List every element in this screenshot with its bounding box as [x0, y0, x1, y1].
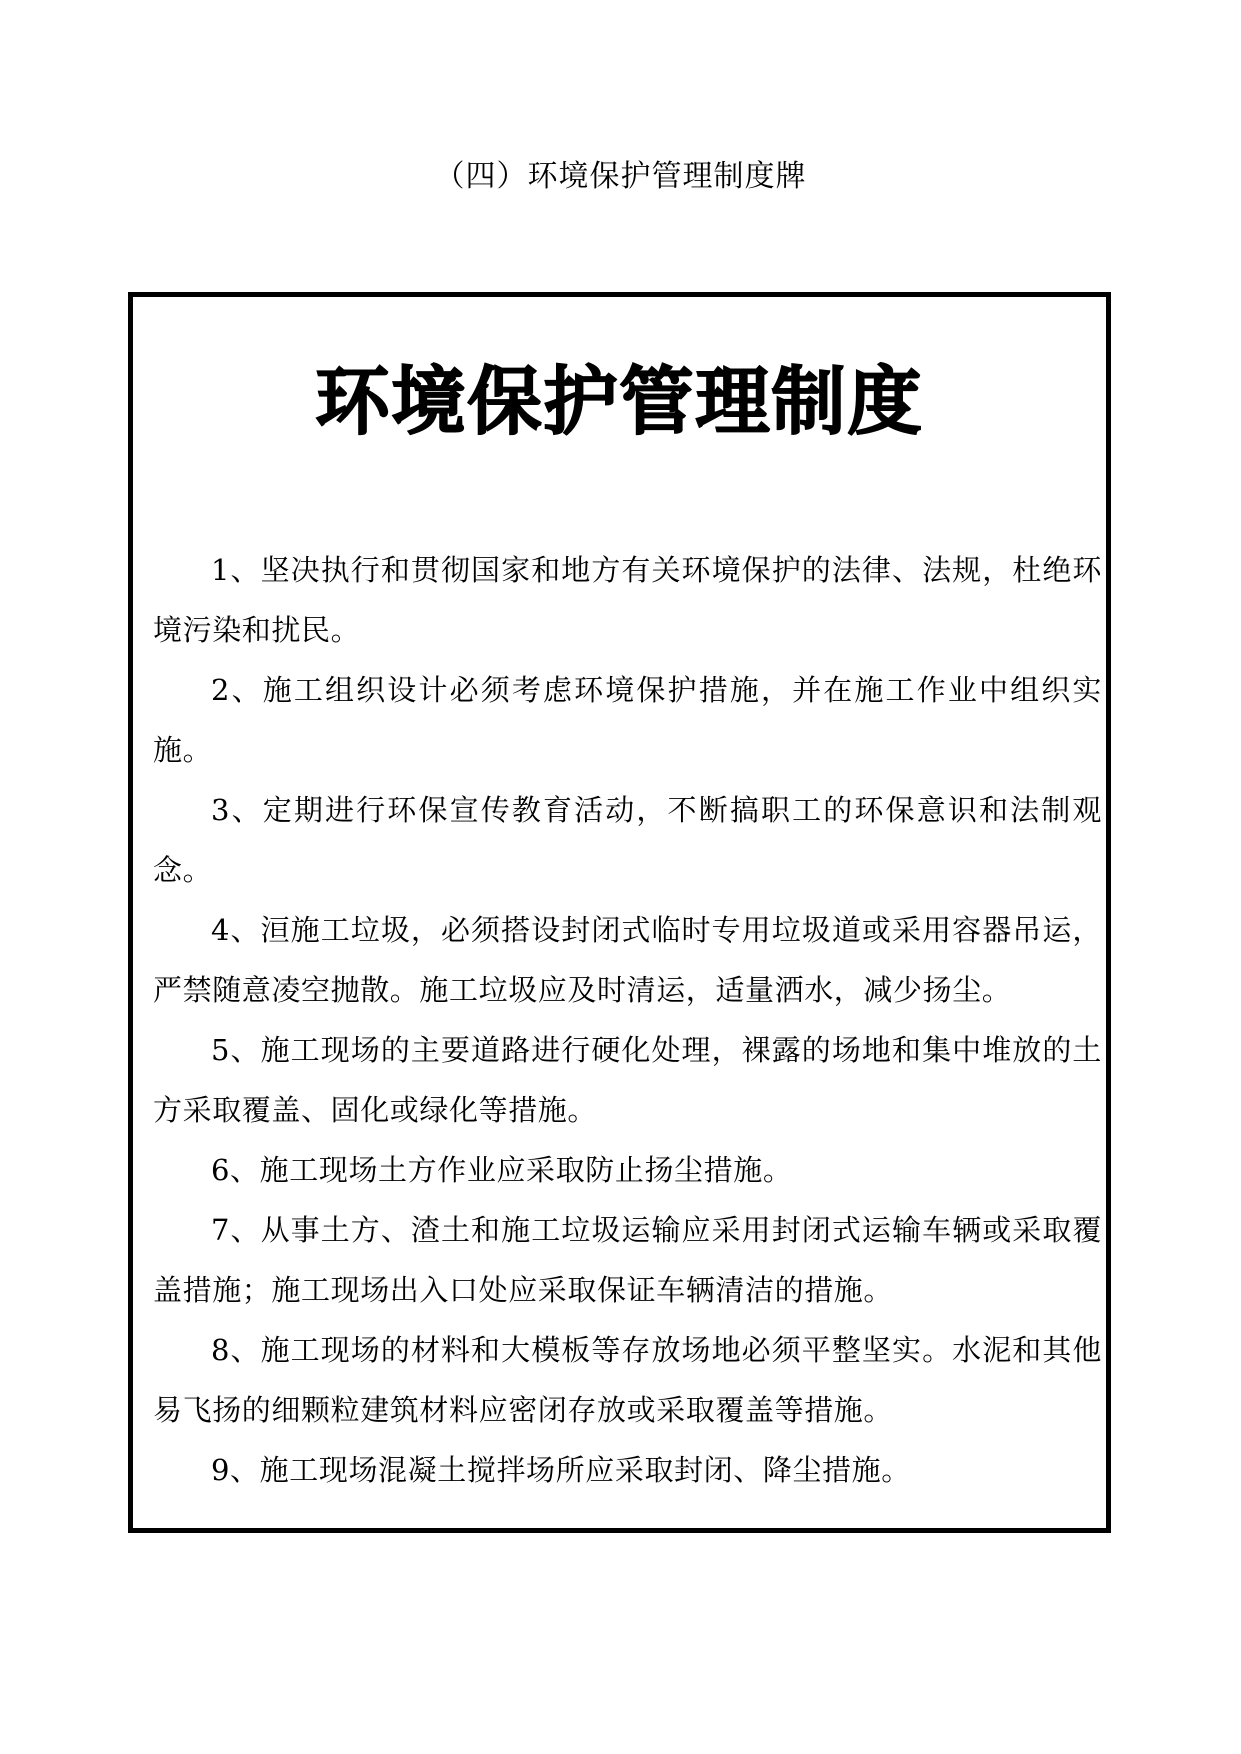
board-title: 环境保护管理制度 [315, 359, 924, 445]
rule-item: 7、从事土方、渣土和施工垃圾运输应采用封闭式运输车辆或采取覆盖措施；施工现场出入口处应采取保证车辆清洁的措施。 [153, 1213, 1102, 1307]
rule-item: 4、洹施工垃圾，必须搭设封闭式临时专用垃圾道或采用容器吊运，严禁随意凌空抛散。施工垃圾应及时清运，适量洒水，减少扬尘。 [153, 913, 1102, 1007]
regulation-board [128, 292, 1111, 1533]
rule-item: 8、施工现场的材料和大模板等存放场地必须平整坚实。水泥和其他易飞扬的细颗粒建筑材料应密闭存放或采取覆盖等措施。 [153, 1333, 1102, 1427]
rule-item: 1、坚决执行和贯彻国家和地方有关环境保护的法律、法规，杜绝环境污染和扰民。 [153, 553, 1102, 647]
rule-item: 5、施工现场的主要道路进行硬化处理，裸露的场地和集中堆放的土方采取覆盖、固化或绿化等措施。 [153, 1033, 1102, 1127]
rule-item: 2、施工组织设计必须考虑环境保护措施，并在施工作业中组织实施。 [153, 673, 1102, 767]
rule-item: 9、施工现场混凝土搅拌场所应采取封闭、降尘措施。 [211, 1453, 911, 1487]
rules-list [153, 540, 1102, 1500]
document-heading: （四）环境保护管理制度牌 [434, 159, 807, 194]
rule-item: 6、施工现场土方作业应采取防止扬尘措施。 [211, 1153, 793, 1187]
rule-item: 3、定期进行环保宣传教育活动，不断搞职工的环保意识和法制观念。 [153, 793, 1102, 887]
